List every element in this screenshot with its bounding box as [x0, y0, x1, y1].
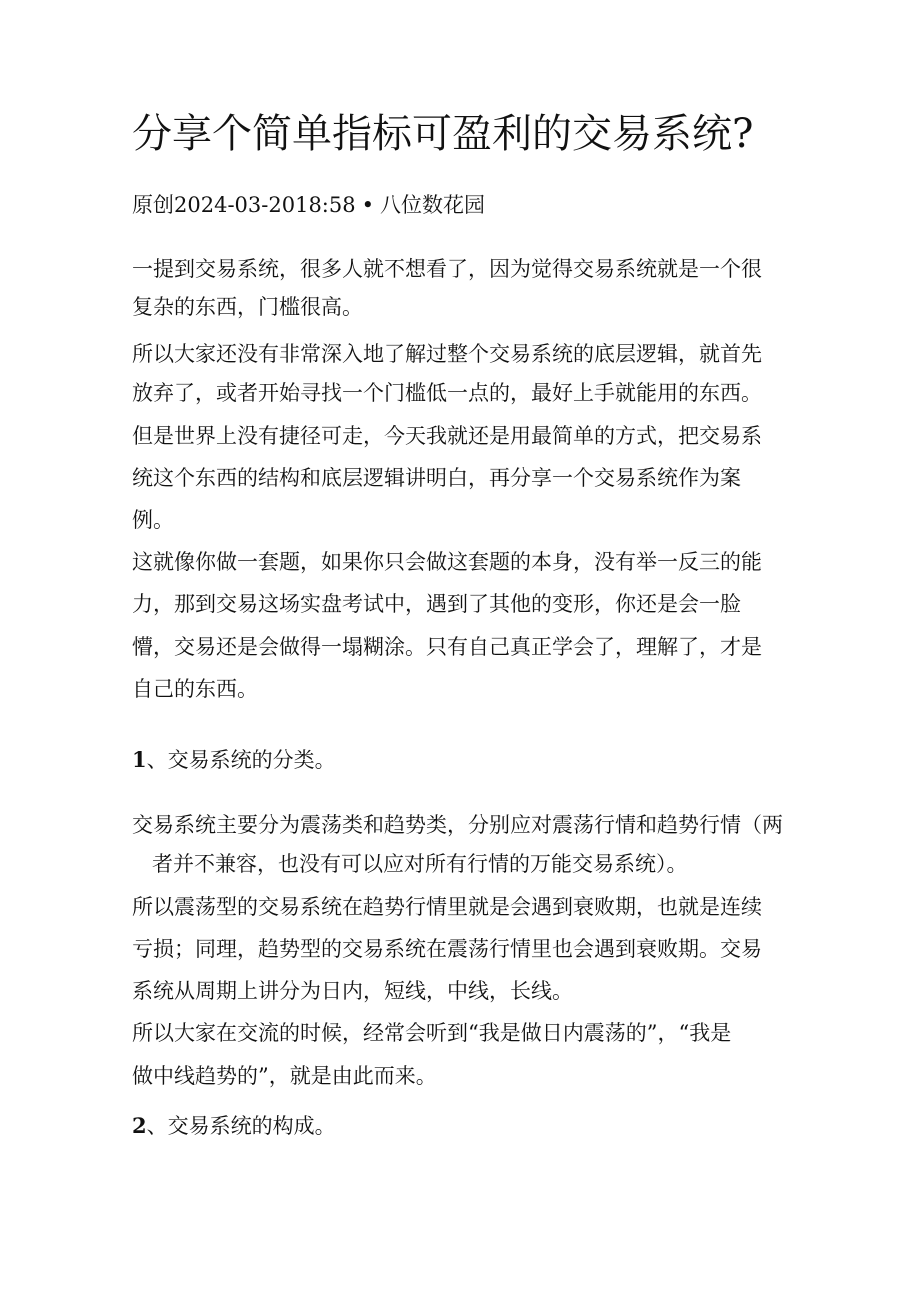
- text-line: 所以大家在交流的时候，经常会听到“我是做日内震荡的”，“我是: [132, 1021, 732, 1045]
- text-line: 系统从周期上讲分为日内，短线，中线，长线。: [132, 979, 573, 1003]
- section-number: 2: [132, 1113, 147, 1138]
- text-line: 复杂的东西，门槛很高。: [132, 295, 363, 319]
- text-line: 力，那到交易这场实盘考试中，遇到了其他的变形，你还是会一脸: [132, 592, 741, 616]
- article-meta: [132, 190, 485, 220]
- section-title: 、交易系统的分类。: [146, 748, 336, 772]
- section-heading-1: [132, 745, 336, 775]
- meta-separator: •: [361, 193, 374, 217]
- text-line: 所以震荡型的交易系统在趋势行情里就是会遇到衰败期，也就是连续: [132, 895, 762, 919]
- text-line: 但是世界上没有捷径可走，今天我就还是用最简单的方式，把交易系: [132, 424, 762, 448]
- text-line: 这就像你做一套题，如果你只会做这套题的本身，没有举一反三的能: [132, 550, 762, 574]
- meta-type: 原创: [132, 193, 174, 217]
- text-line: 一提到交易系统，很多人就不想看了，因为觉得交易系统就是一个很: [132, 257, 762, 281]
- text-line: 做中线趋势的”，就是由此而来。: [132, 1064, 437, 1088]
- text-line: 放弃了，或者开始寻找一个门槛低一点的，最好上手就能用的东西。: [132, 381, 762, 405]
- section-title: 、交易系统的构成。: [146, 1114, 336, 1138]
- meta-datetime: 2024-03-2018:58: [174, 193, 356, 217]
- section-number: 1: [132, 747, 147, 772]
- text-line: 自己的东西。: [132, 677, 258, 701]
- text-line: 者并不兼容，也没有可以应对所有行情的万能交易系统）。: [152, 852, 688, 876]
- article-title: 分享个简单指标可盈利的交易系统?: [132, 111, 754, 157]
- text-line: 亏损；同理，趋势型的交易系统在震荡行情里也会遇到衰败期。交易: [132, 937, 762, 961]
- section-heading-2: [132, 1111, 336, 1141]
- text-line: 所以大家还没有非常深入地了解过整个交易系统的底层逻辑，就首先: [132, 342, 762, 366]
- text-line: 懵，交易还是会做得一塌糊涂。只有自己真正学会了，理解了，才是: [132, 635, 762, 659]
- text-line: 交易系统主要分为震荡类和趋势类，分别应对震荡行情和趋势行情（两: [132, 813, 783, 837]
- meta-author: 八位数花园: [380, 193, 485, 217]
- text-line: 统这个东西的结构和底层逻辑讲明白，再分享一个交易系统作为案: [132, 466, 741, 490]
- text-line: 例。: [132, 508, 174, 532]
